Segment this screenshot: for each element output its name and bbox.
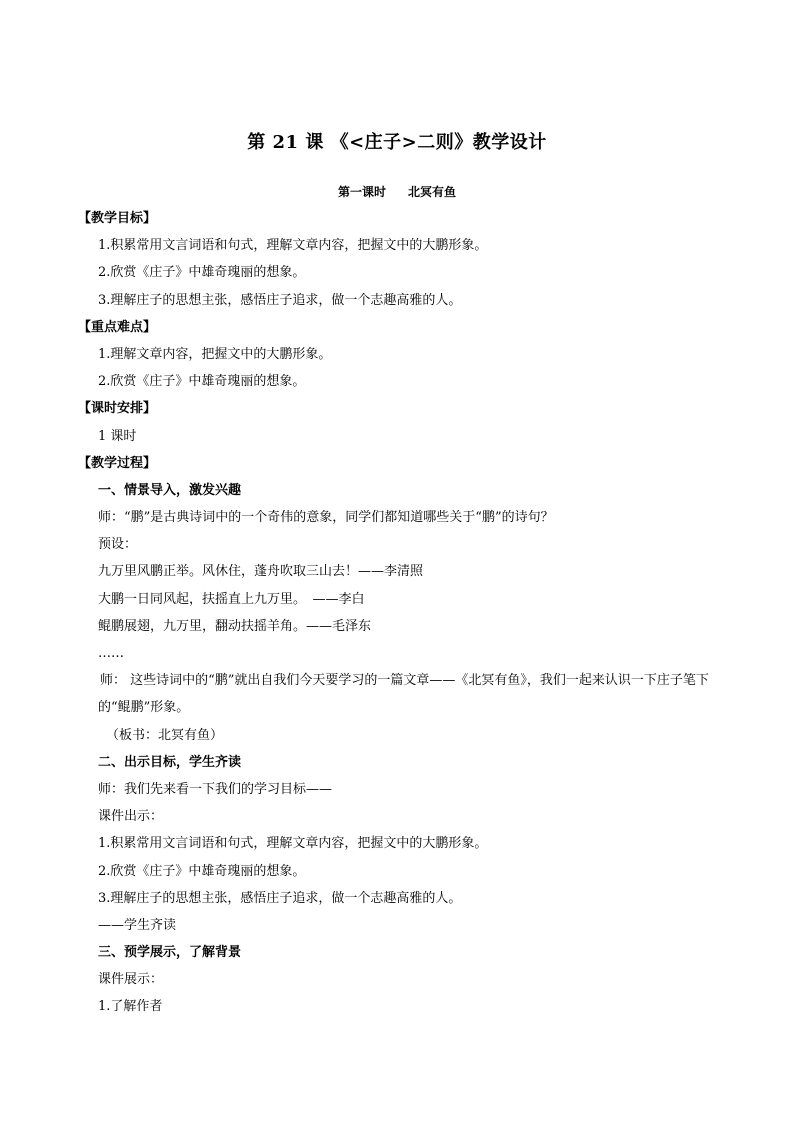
section-heading-schedule: 【课时安排】 bbox=[78, 401, 157, 417]
document-body bbox=[78, 205, 728, 1021]
section-heading-goals: 【教学目标】 bbox=[78, 211, 157, 226]
courseware-show: 课件出示： bbox=[98, 809, 164, 825]
courseware-display: 课件展示： bbox=[98, 972, 164, 988]
ellipsis: …… bbox=[98, 646, 124, 661]
poem-line: 九万里风鹏正举。风休住，蓬舟吹取三山去！——李清照 bbox=[98, 564, 424, 580]
schedule-text: 1 课时 bbox=[98, 428, 137, 444]
teacher-goal: 师：我们先来看一下我们的学习目标—— bbox=[98, 781, 333, 797]
author-item: 1.了解作者 bbox=[98, 999, 163, 1015]
key-point-item: 2.欣赏《庄子》中雄奇瑰丽的想象。 bbox=[98, 374, 306, 390]
teacher-question: 师：“鹏”是古典诗词中的一个奇伟的意象，同学们都知道哪些关于“鹏”的诗句？ bbox=[98, 510, 554, 526]
goal-repeat-item: 2.欣赏《庄子》中雄奇瑰丽的想象。 bbox=[98, 863, 306, 879]
goal-item: 2.欣赏《庄子》中雄奇瑰丽的想象。 bbox=[98, 265, 306, 281]
document-title: 第 21 课 《<庄子>二则》教学设计 bbox=[247, 132, 547, 153]
section-heading-key-points: 【重点难点】 bbox=[78, 319, 157, 335]
preset-label: 预设： bbox=[98, 537, 138, 553]
step2-heading: 二、出示目标，学生齐读 bbox=[98, 754, 242, 770]
read-together: ——学生齐读 bbox=[98, 917, 177, 933]
goal-repeat-item: 1.积累常用文言词语和句式，理解文章内容，把握文中的大鹏形象。 bbox=[98, 836, 488, 852]
poem-line: 大鹏一日同风起，扶摇直上九万里。 ——李白 bbox=[98, 591, 365, 607]
lesson-subtitle bbox=[0, 183, 794, 200]
teacher-intro: 师： 这些诗词中的“鹏”就出自我们今天要学习的一篇文章——《北冥有鱼》，我们一起来认识一下庄子笔下的“鲲鹏”形象。 bbox=[98, 673, 709, 716]
goal-item: 1.积累常用文言词语和句式，理解文章内容，把握文中的大鹏形象。 bbox=[98, 238, 488, 254]
step1-heading: 一、情景导入，激发兴趣 bbox=[98, 482, 242, 498]
poem-line: 鲲鹏展翅，九万里，翻动扶摇羊角。——毛泽东 bbox=[98, 618, 372, 634]
lesson-topic: 北冥有鱼 bbox=[408, 185, 457, 199]
goal-repeat-item: 3.理解庄子的思想主张，感悟庄子追求，做一个志趣高雅的人。 bbox=[98, 890, 462, 906]
key-point-item: 1.理解文章内容，把握文中的大鹏形象。 bbox=[98, 346, 332, 362]
goal-item: 3.理解庄子的思想主张，感悟庄子追求，做一个志趣高雅的人。 bbox=[98, 292, 462, 308]
section-heading-process: 【教学过程】 bbox=[78, 455, 157, 471]
board-note: （板书：北冥有鱼） bbox=[106, 727, 224, 743]
step3-heading: 三、预学展示，了解背景 bbox=[98, 945, 242, 961]
lesson-period: 第一课时 bbox=[337, 185, 386, 199]
